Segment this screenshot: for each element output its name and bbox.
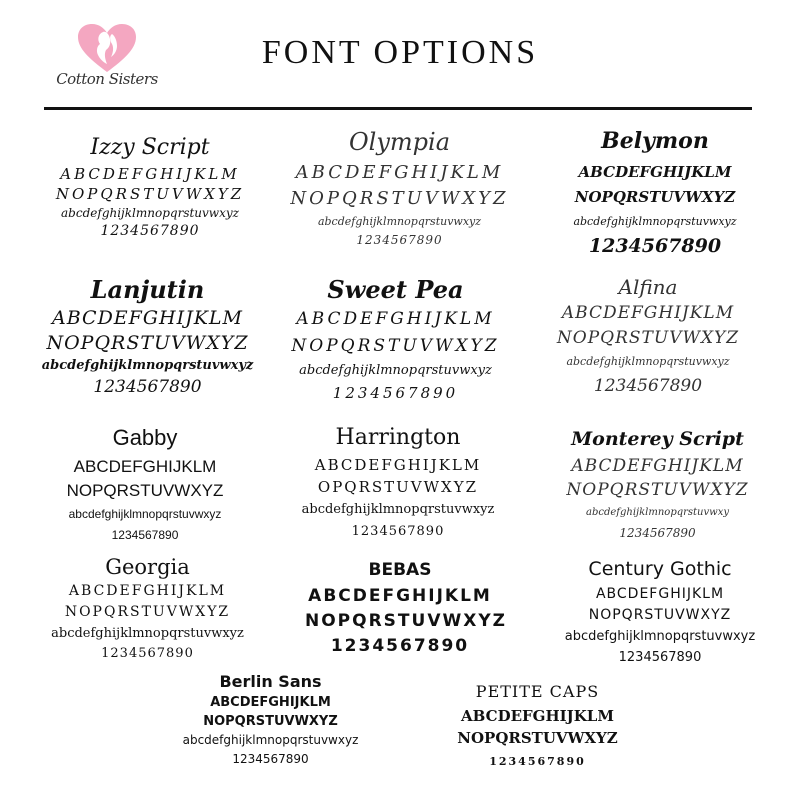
uppercase-line-2: NOPQRSTUVWXYZ (203, 714, 338, 729)
digits-line: 1234567890 (588, 235, 722, 257)
font-name: Olympia (348, 128, 450, 156)
page-title: FONT OPTIONS (261, 34, 539, 71)
font-sample-berlin-sans (148, 672, 393, 769)
digits-line: 1234567890 (100, 223, 200, 239)
header-divider (44, 107, 752, 110)
lowercase-line: abcdefghijklmnopqrstuvwxyz (566, 355, 730, 368)
uppercase-line-1: ABCDEFGHIJKLM (68, 583, 227, 599)
font-sample-monterey-script (535, 428, 780, 542)
lowercase-line: abcdefghijklmnopqrstuvwxyz (182, 733, 359, 747)
uppercase-line-1: ABCDEFGHIJKLM (210, 695, 331, 710)
digits-line: 1234567890 (619, 526, 696, 540)
uppercase-line-2: NOPQRSTUVWXYZ (290, 188, 509, 209)
uppercase-line-2: NOPQRSTUVWXYZ (291, 336, 500, 356)
digits-line: 1234567890 (330, 636, 470, 656)
font-name: PETITE CAPS (475, 682, 600, 701)
digits-line: 1234567890 (351, 524, 445, 539)
font-sample-belymon (560, 128, 750, 258)
font-name: BEBAS (368, 560, 432, 580)
font-name: Alfina (618, 275, 678, 299)
uppercase-line-1: ABCDEFGHIJKLM (578, 163, 732, 181)
font-name: Sweet Pea (327, 275, 464, 304)
uppercase-line-2: NOPQRSTUVWXYZ (556, 328, 740, 348)
font-sample-bebas (305, 560, 507, 659)
digits-line: 1234567890 (356, 233, 443, 247)
heart-logo-icon (76, 22, 138, 74)
uppercase-line-2: NOPQRSTUVWXYZ (46, 332, 249, 354)
lowercase-line: abcdefghijklmnopqrstuvwxyz (573, 215, 737, 228)
lowercase-line: abcdefghijklmnopqrstuvwxy (586, 507, 729, 518)
font-sample-century-gothic (540, 558, 780, 668)
uppercase-line-1: ABCDEFGHIJKLM (296, 309, 495, 329)
digits-line: 1234567890 (593, 376, 703, 396)
uppercase-line-1: ABCDEFGHIJKLM (308, 586, 492, 606)
uppercase-line-1: ABCDEFGHIJKLM (461, 707, 614, 725)
uppercase-line-1: ABCDEFGHIJKLM (314, 456, 482, 474)
font-sample-olympia (262, 128, 537, 248)
lowercase-line: abcdefghijklmnopqrstuvwxyz (301, 502, 495, 517)
font-sample-sweet-pea (278, 275, 513, 404)
uppercase-line-1: ABCDEFGHIJKLM (73, 457, 217, 476)
uppercase-line-1: ABCDEFGHIJKLM (561, 303, 735, 323)
uppercase-line-2: NOPQRSTUVWXYZ (66, 481, 224, 500)
digits-line: 1234567890 (332, 384, 459, 402)
font-sample-alfina (528, 275, 768, 399)
lowercase-line: abcdefghijklmnopqrstuvwxyz (61, 206, 239, 220)
font-name: Harrington (335, 425, 461, 450)
uppercase-line-2: NOPQRSTUVWXYZ (574, 188, 736, 206)
uppercase-line-2: NOPQRSTUVWXYZ (305, 611, 507, 631)
lowercase-line: abcdefghijklmnopqrstuvwxyz (299, 363, 492, 378)
digits-line: 1234567890 (618, 650, 702, 665)
digits-line: 1234567890 (101, 646, 194, 661)
lowercase-line: abcdefghijklmnopqrstuvwxyz (68, 507, 222, 521)
font-sample-lanjutin (25, 275, 270, 398)
uppercase-line-2: OPQRSTUVWXYZ (317, 478, 479, 496)
font-name: Belymon (601, 128, 709, 154)
font-name: Berlin Sans (219, 672, 322, 691)
font-sample-harrington (278, 425, 518, 542)
uppercase-line-2: NOPQRSTUVWXYZ (55, 185, 245, 203)
uppercase-line-1: ABCDEFGHIJKLM (60, 165, 240, 183)
lowercase-line: abcdefghijklmnopqrstuvwxyz (317, 215, 482, 228)
font-name: Monterey Script (571, 428, 744, 450)
uppercase-line-1: ABCDEFGHIJKLM (295, 162, 504, 183)
lowercase-line: abcdefghijklmnopqrstuvwxyz (51, 626, 244, 641)
uppercase-line-1: ABCDEFGHIJKLM (52, 307, 243, 329)
digits-line: 1234567890 (232, 752, 309, 766)
digits-line: 1234567890 (489, 755, 586, 768)
brand-logo (52, 22, 162, 92)
lowercase-line: abcdefghijklmnopqrstuvwxyz (41, 358, 254, 373)
font-name: Izzy Script (90, 135, 210, 160)
font-name: Georgia (105, 555, 190, 579)
font-name: Century Gothic (588, 558, 732, 580)
uppercase-line-1: ABCDEFGHIJKLM (595, 586, 725, 602)
font-sample-izzy-script (45, 135, 255, 240)
lowercase-line: abcdefghijklmnopqrstuvwxyz (564, 629, 756, 644)
uppercase-line-2: NOPQRSTUVWXYZ (588, 607, 732, 623)
uppercase-line-2: NOPQRSTUVWXYZ (457, 729, 618, 747)
digits-line: 1234567890 (93, 377, 202, 397)
font-sample-petite-caps (430, 682, 645, 775)
uppercase-line-2: NOPQRSTUVWXYZ (566, 480, 749, 500)
uppercase-line-1: ABCDEFGHIJKLM (571, 456, 744, 476)
font-name: Lanjutin (90, 275, 205, 304)
font-name: Gabby (112, 425, 178, 450)
uppercase-line-2: NOPQRSTUVWXYZ (64, 604, 231, 620)
font-sample-georgia (20, 555, 275, 664)
brand-name: Cotton Sisters (56, 70, 158, 88)
font-sample-gabby (45, 425, 245, 545)
digits-line: 1234567890 (111, 528, 179, 542)
